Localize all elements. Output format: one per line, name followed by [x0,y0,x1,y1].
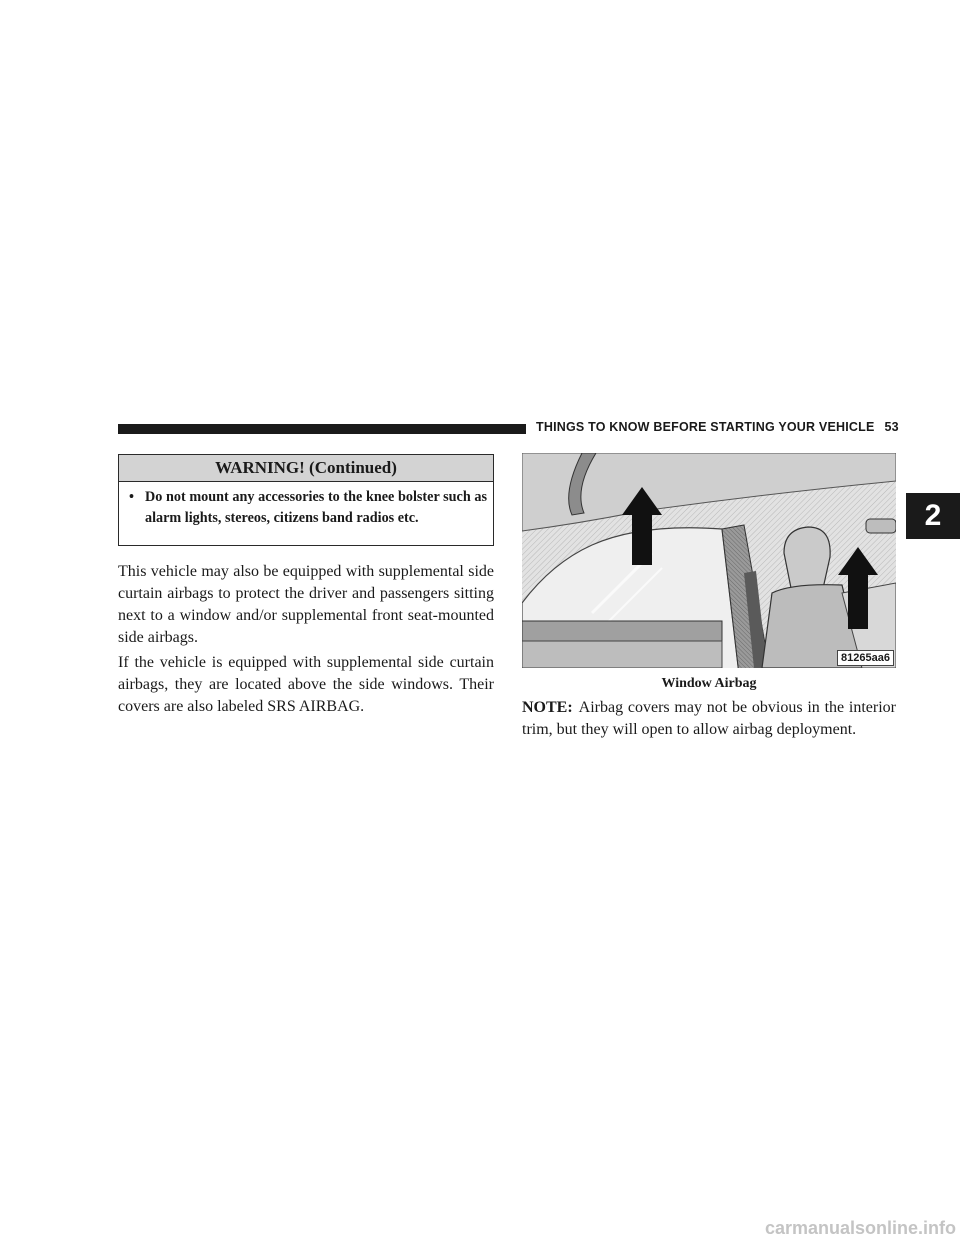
chapter-tab: 2 [906,493,960,539]
watermark: carmanualsonline.info [764,1218,956,1238]
note-paragraph [522,697,896,741]
figure-caption: Window Airbag [661,676,757,691]
vehicle-interior-illustration [522,453,896,668]
page-number: 53 [884,420,899,434]
figure-code: 81265aa6 [837,650,894,666]
window-airbag-figure [522,453,896,668]
warning-item-text: Do not mount any accessories to the knee bolster such as alarm lights, stereos, citizens band radios etc. [145,489,487,526]
header-title: THINGS TO KNOW BEFORE STARTING YOUR VEHICLE [536,420,875,434]
header-rule [118,424,526,434]
paragraph-curtain-airbags: This vehicle may also be equipped with supplemental side curtain airbags to protect the driver and passengers sitting next to a window and/or supplemental front seat-mounted side airbags. [118,563,494,646]
note-label: NOTE: [522,699,573,716]
warning-box [118,454,494,546]
note-text: Airbag covers may not be obvious in the interior trim, but they will open to allow airbag deployment. [522,699,896,738]
bullet: • [129,489,134,505]
running-header [536,420,899,434]
warning-title: WARNING! (Continued) [119,455,493,482]
paragraph-airbag-location: If the vehicle is equipped with supplemental side curtain airbags, they are located above the side windows. Their covers are also labeled SRS AIRBAG. [118,654,494,715]
warning-item [119,482,493,529]
